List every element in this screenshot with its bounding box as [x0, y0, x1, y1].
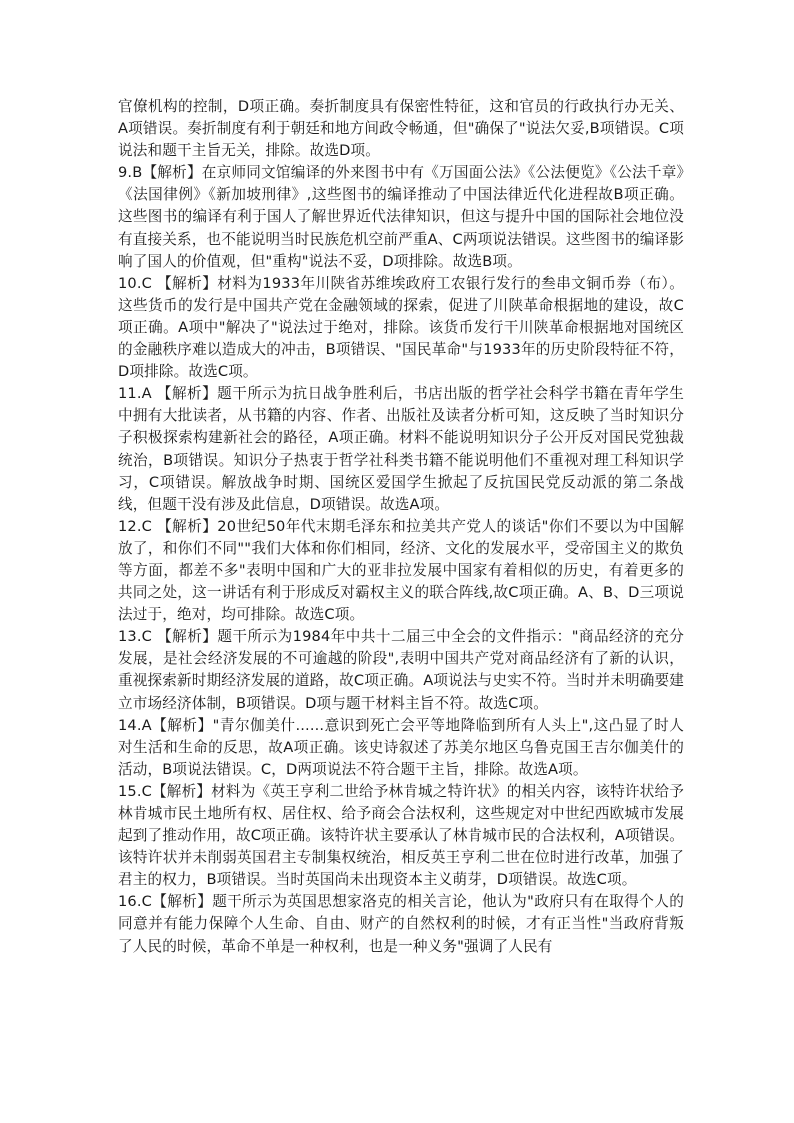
answer-paragraph-9: 9.B【解析】在京师同文馆编译的外来图书中有《万国面公法》《公法便览》《公法千章》《法国律例》《新加坡刑律》,这些图书的编译推动了中国法律近代化进程故B项正确。这些图书的编译有利于国人了解世界近代法律知识，但这与提升中国的国际社会地位没有直接关系，也不能说明当时民族危机空前严重A、C两项说法错误。这些图书的编译影响了国人的价值观，但"重构"说法不妥，D项排除。故选B项。: [118, 164, 684, 270]
answer-paragraph-12: 12.C 【解析】20世纪50年代末期毛泽东和拉美共产党人的谈话"你们不要以为中国解放了，和你们不同""我们大体和你们相同，经济、文化的发展水平，受帝国主义的欺负等方面，都差不多"表明中国和广大的亚非拉发展中国家有着相似的历史，有着更多的共同之处，这一讲话有利于形成反对霸权主义的联合阵线,故C项正确。A、B、D三项说法过于，绝对，均可排除。故选C项。: [118, 517, 684, 624]
document-page: [118, 96, 684, 958]
answer-paragraph-10: 10.C 【解析】材料为1933年川陕省苏维埃政府工农银行发行的叁串文铜币券（布）。这些货币的发行是中国共产党在金融领域的探索，促进了川陕革命根据地的建设，故C项正确。A项中"解决了"说法过于绝对，排除。该货币发行干川陕革命根据地对国统区的金融秩序难以造成大的冲击，B项错误、"国民革命"与1933年的历史阶段特征不符，D项排除。故选C项。: [118, 274, 684, 381]
answer-paragraph-14: 14.A【解析】"青尔伽美什......意识到死亡会平等地降临到所有人头上",这凸显了时人对生活和生命的反思，故A项正确。该史诗叙述了苏美尔地区乌鲁克国王吉尔伽美什的活动，B项说法错误。C，D两项说法不符合题干主旨，排除。故选A项。: [118, 716, 684, 778]
answer-paragraph-8-cont: 官僚机构的控制，D项正确。奏折制度具有保密性特征，这和官员的行政执行办无关、A项错误。奏折制度有利于朝廷和地方间政令畅通，但"确保了"说法欠妥,B项错误。C项说法和题干主旨无关，排除。故选D项。: [118, 98, 684, 160]
answer-paragraph-15: 15.C【解析】材料为《英王亨利二世给予林肯城之特许状》的相关内容，该特许状给予林肯城市民土地所有权、居住权、给予商会合法权利，这些规定对中世纪西欧城市发展起到了推动作用，故C项正确。该特许状主要承认了林肯城市民的合法权利，A项错误。该特许状并未削弱英国君主专制集权统治，相反英王亨利二世在位时进行改革，加强了君主的权力，B项错误。当时英国尚未出现资本主义萌芽，D项错误。故选C项。: [118, 782, 684, 889]
answer-paragraph-11: 11.A 【解析】题干所示为抗日战争胜利后，书店出版的哲学社会科学书籍在青年学生中拥有大批读者，从书籍的内容、作者、出版社及读者分析可知，这反映了当时知识分子积极探索构建新社会的路径，A项正确。材料不能说明知识分子公开反对国民党独裁统治，B项错误。知识分子热衷于哲学社科类书籍不能说明他们不重视对理工科知识学习，C项错误。解放战争时期、国统区爱国学生掀起了反抗国民党反动派的第二条战线，但题干没有涉及此信息，D项错误。故选A项。: [118, 385, 684, 513]
answer-paragraph-16: 16.C【解析】题干所示为英国思想家洛克的相关言论，他认为"政府只有在取得个人的同意并有能力保障个人生命、自由、财产的自然权利的时候，才有正当性"当政府背叛了人民的时候，革命不单是一种权利，也是一种义务"强调了人民有: [118, 893, 684, 955]
answer-paragraph-13: 13.C 【解析】题干所示为1984年中共十二届三中全会的文件指示："商品经济的充分发展，是社会经济发展的不可逾越的阶段",表明中国共产党对商品经济有了新的认识，重视探索新时期经济发展的道路，故C项正确。A项说法与史实不符。当时并未明确要建立市场经济体制，B项错误。D项与题干材料主旨不符。故选C项。: [118, 628, 684, 712]
